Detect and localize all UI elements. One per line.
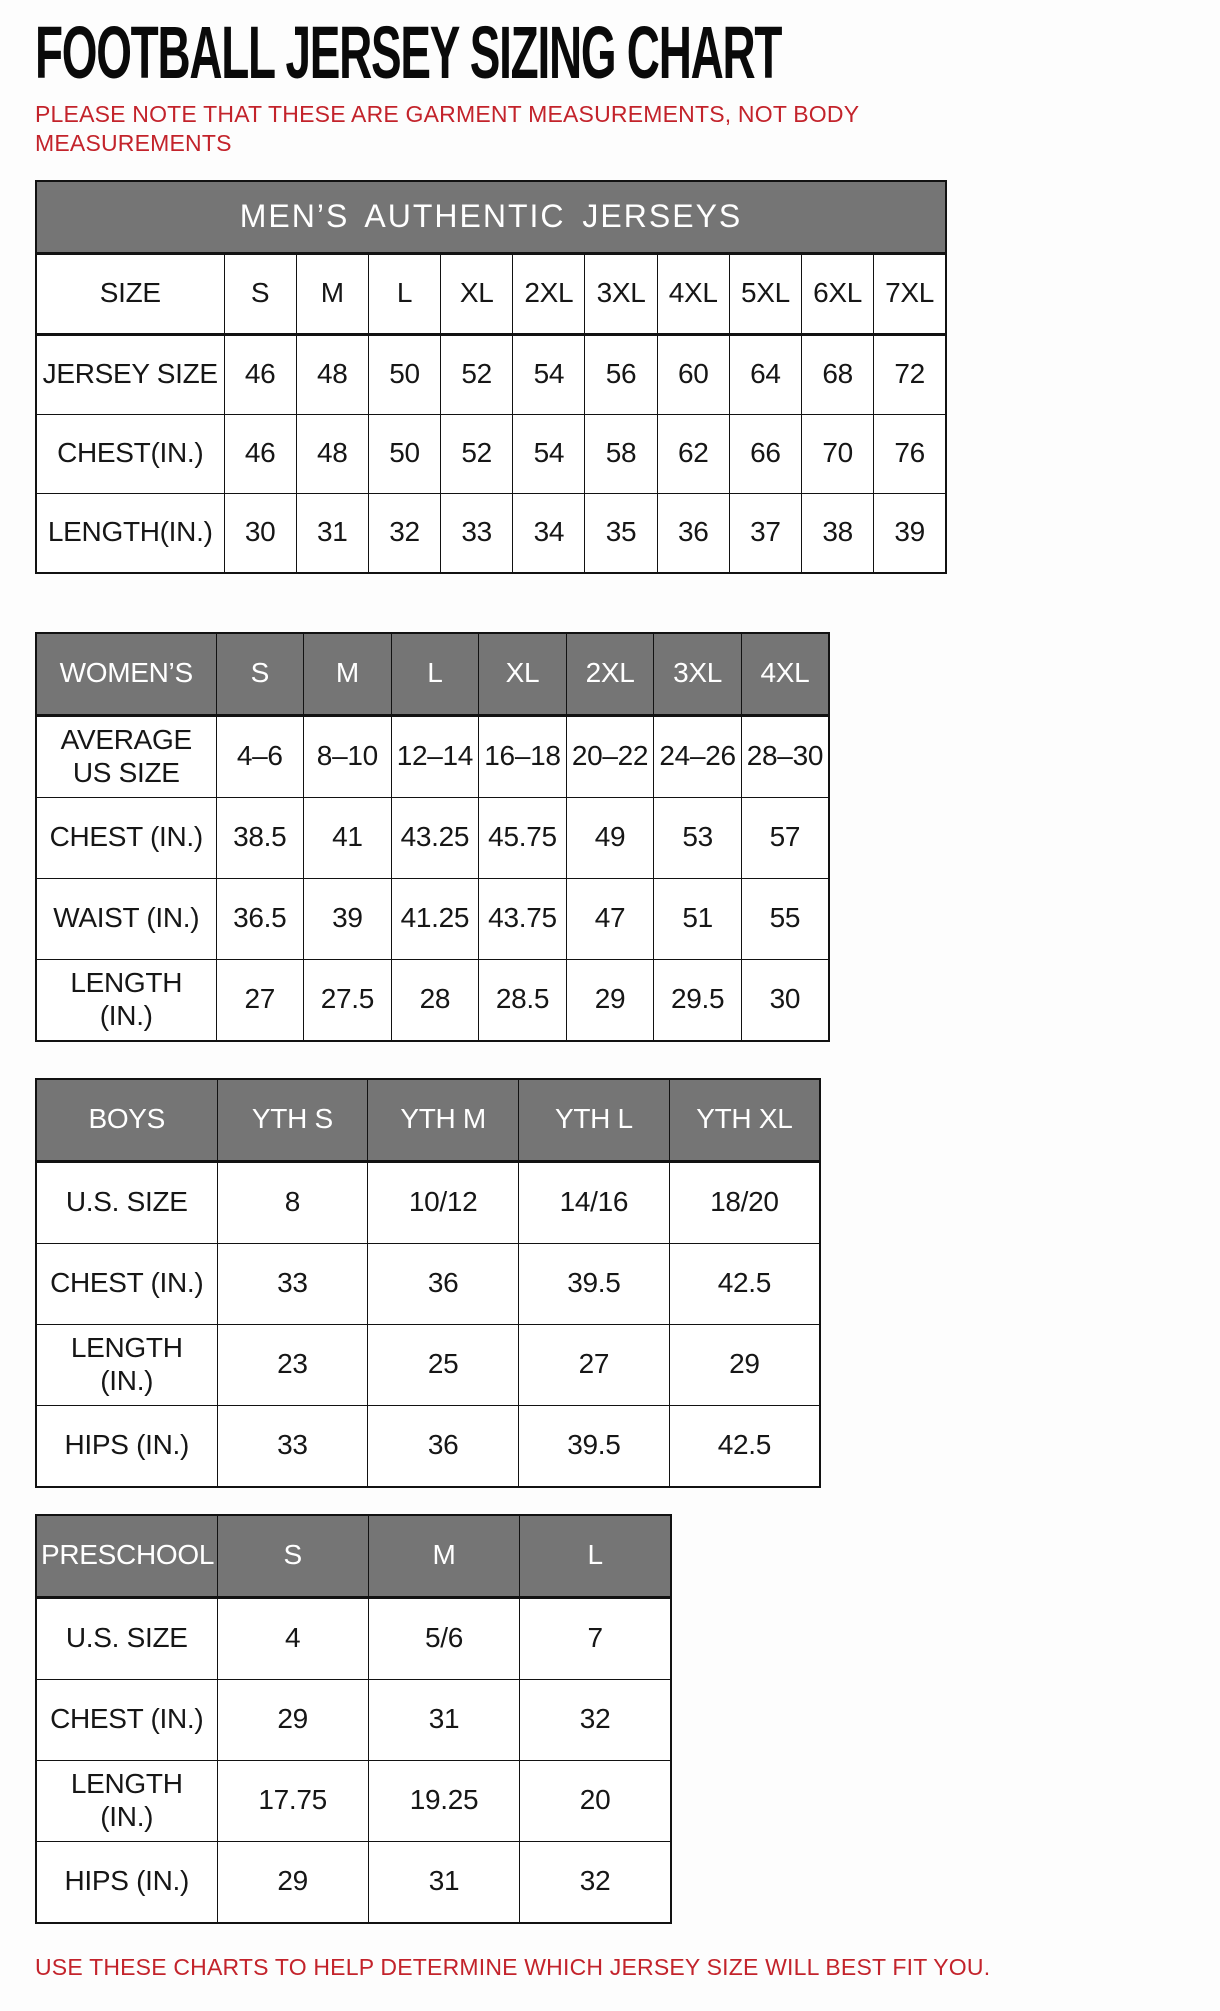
row-label-cell: HIPS (IN.) — [36, 1405, 217, 1487]
value-cell: 33 — [441, 493, 513, 573]
column-header-cell: L — [520, 1515, 671, 1598]
value-cell: 32 — [520, 1841, 671, 1923]
table-row — [36, 878, 829, 959]
value-cell: 23 — [217, 1324, 368, 1405]
column-header-cell: S — [216, 633, 304, 716]
value-cell: 51 — [654, 878, 742, 959]
column-header-cell: 2XL — [513, 253, 585, 334]
value-cell: 7 — [520, 1597, 671, 1679]
column-header-cell: YTH XL — [669, 1079, 820, 1162]
value-cell: 29.5 — [654, 959, 742, 1041]
row-label-cell: CHEST (IN.) — [36, 797, 216, 878]
column-header-cell: 3XL — [585, 253, 657, 334]
value-cell: 62 — [657, 414, 729, 493]
table-row — [36, 1841, 671, 1923]
value-cell: 12–14 — [391, 715, 479, 797]
value-cell: 54 — [513, 334, 585, 414]
value-cell: 14/16 — [519, 1161, 670, 1243]
table-row — [36, 1597, 671, 1679]
womens-table — [35, 632, 830, 1042]
preschool-table — [35, 1514, 672, 1924]
value-cell: 48 — [296, 414, 368, 493]
value-cell: 4–6 — [216, 715, 304, 797]
value-cell: 58 — [585, 414, 657, 493]
value-cell: 42.5 — [669, 1405, 820, 1487]
value-cell: 72 — [874, 334, 946, 414]
column-header-cell: YTH L — [519, 1079, 670, 1162]
column-header-cell: XL — [441, 253, 513, 334]
value-cell: 27 — [216, 959, 304, 1041]
value-cell: 64 — [729, 334, 801, 414]
note-line-1: PLEASE NOTE THAT THESE ARE GARMENT MEASUREMENTS, NOT BODY — [35, 101, 860, 127]
table-corner-label: SIZE — [36, 253, 224, 334]
value-cell: 70 — [802, 414, 874, 493]
value-cell: 28 — [391, 959, 479, 1041]
row-label-cell: LENGTH (IN.) — [36, 1324, 217, 1405]
value-cell: 36 — [368, 1405, 519, 1487]
value-cell: 5/6 — [368, 1597, 519, 1679]
value-cell: 52 — [441, 414, 513, 493]
column-header-cell: L — [391, 633, 479, 716]
value-cell: 31 — [368, 1679, 519, 1760]
value-cell: 49 — [566, 797, 654, 878]
size-charts — [35, 180, 1190, 1924]
value-cell: 46 — [224, 334, 296, 414]
table-corner-label: PRESCHOOL — [36, 1515, 217, 1598]
column-header-cell: XL — [479, 633, 567, 716]
value-cell: 68 — [802, 334, 874, 414]
value-cell: 45.75 — [479, 797, 567, 878]
column-header-cell: 4XL — [657, 253, 729, 334]
value-cell: 34 — [513, 493, 585, 573]
table-corner-label: BOYS — [36, 1079, 217, 1162]
value-cell: 16–18 — [479, 715, 567, 797]
row-label-cell: U.S. SIZE — [36, 1597, 217, 1679]
value-cell: 20–22 — [566, 715, 654, 797]
row-label-cell: U.S. SIZE — [36, 1161, 217, 1243]
value-cell: 37 — [729, 493, 801, 573]
value-cell: 76 — [874, 414, 946, 493]
row-label-cell: JERSEY SIZE — [36, 334, 224, 414]
table-row — [36, 1679, 671, 1760]
column-header-cell: 4XL — [741, 633, 829, 716]
value-cell: 27 — [519, 1324, 670, 1405]
column-header-cell: M — [368, 1515, 519, 1598]
row-label-cell: CHEST (IN.) — [36, 1679, 217, 1760]
note-line-2: MEASUREMENTS — [35, 129, 232, 156]
value-cell: 38 — [802, 493, 874, 573]
value-cell: 35 — [585, 493, 657, 573]
value-cell: 30 — [741, 959, 829, 1041]
value-cell: 29 — [217, 1841, 368, 1923]
value-cell: 31 — [368, 1841, 519, 1923]
row-label-cell: WAIST (IN.) — [36, 878, 216, 959]
table-corner-label: WOMEN’S — [36, 633, 216, 716]
row-label-cell: HIPS (IN.) — [36, 1841, 217, 1923]
value-cell: 28–30 — [741, 715, 829, 797]
value-cell: 60 — [657, 334, 729, 414]
page-title: FOOTBALL JERSEY SIZING CHART — [35, 11, 782, 94]
row-label-cell: CHEST(IN.) — [36, 414, 224, 493]
mens-authentic-jerseys-table — [35, 180, 947, 574]
table-row — [36, 1161, 820, 1243]
value-cell: 43.75 — [479, 878, 567, 959]
row-label-cell: LENGTH(IN.) — [36, 493, 224, 573]
table-row — [36, 493, 946, 573]
value-cell: 32 — [520, 1679, 671, 1760]
table-banner: MEN’S AUTHENTIC JERSEYS — [36, 181, 946, 254]
row-label-cell: LENGTH (IN.) — [36, 1760, 217, 1841]
value-cell: 29 — [669, 1324, 820, 1405]
value-cell: 32 — [368, 493, 440, 573]
value-cell: 33 — [217, 1243, 368, 1324]
column-header-cell: M — [296, 253, 368, 334]
value-cell: 48 — [296, 334, 368, 414]
column-header-cell: S — [217, 1515, 368, 1598]
value-cell: 47 — [566, 878, 654, 959]
value-cell: 50 — [368, 414, 440, 493]
column-header-cell: 2XL — [566, 633, 654, 716]
row-label-cell: AVERAGE US SIZE — [36, 715, 216, 797]
table-row — [36, 1243, 820, 1324]
table-row — [36, 715, 829, 797]
value-cell: 8 — [217, 1161, 368, 1243]
value-cell: 54 — [513, 414, 585, 493]
value-cell: 39.5 — [519, 1243, 670, 1324]
value-cell: 30 — [224, 493, 296, 573]
column-header-cell: M — [304, 633, 392, 716]
value-cell: 55 — [741, 878, 829, 959]
footer-note: USE THESE CHARTS TO HELP DETERMINE WHICH JERSEY SIZE WILL BEST FIT YOU. — [35, 1953, 991, 1980]
boys-table — [35, 1078, 821, 1488]
value-cell: 39 — [874, 493, 946, 573]
value-cell: 39.5 — [519, 1405, 670, 1487]
column-header-cell: YTH S — [217, 1079, 368, 1162]
value-cell: 52 — [441, 334, 513, 414]
table-row — [36, 1760, 671, 1841]
table-row — [36, 797, 829, 878]
value-cell: 28.5 — [479, 959, 567, 1041]
value-cell: 29 — [566, 959, 654, 1041]
value-cell: 4 — [217, 1597, 368, 1679]
garment-measurements-note — [35, 100, 1190, 158]
value-cell: 27.5 — [304, 959, 392, 1041]
table-row — [36, 414, 946, 493]
value-cell: 33 — [217, 1405, 368, 1487]
value-cell: 43.25 — [391, 797, 479, 878]
column-header-cell: 3XL — [654, 633, 742, 716]
value-cell: 18/20 — [669, 1161, 820, 1243]
value-cell: 66 — [729, 414, 801, 493]
value-cell: 36 — [368, 1243, 519, 1324]
value-cell: 8–10 — [304, 715, 392, 797]
value-cell: 41 — [304, 797, 392, 878]
value-cell: 10/12 — [368, 1161, 519, 1243]
value-cell: 50 — [368, 334, 440, 414]
value-cell: 19.25 — [368, 1760, 519, 1841]
value-cell: 46 — [224, 414, 296, 493]
value-cell: 39 — [304, 878, 392, 959]
table-row — [36, 1324, 820, 1405]
column-header-cell: 5XL — [729, 253, 801, 334]
row-label-cell: CHEST (IN.) — [36, 1243, 217, 1324]
value-cell: 29 — [217, 1679, 368, 1760]
column-header-cell: 7XL — [874, 253, 946, 334]
value-cell: 57 — [741, 797, 829, 878]
column-header-cell: 6XL — [802, 253, 874, 334]
value-cell: 53 — [654, 797, 742, 878]
value-cell: 24–26 — [654, 715, 742, 797]
value-cell: 38.5 — [216, 797, 304, 878]
table-row — [36, 959, 829, 1041]
value-cell: 17.75 — [217, 1760, 368, 1841]
column-header-cell: YTH M — [368, 1079, 519, 1162]
value-cell: 36.5 — [216, 878, 304, 959]
value-cell: 42.5 — [669, 1243, 820, 1324]
value-cell: 41.25 — [391, 878, 479, 959]
value-cell: 25 — [368, 1324, 519, 1405]
column-header-cell: L — [368, 253, 440, 334]
table-row — [36, 334, 946, 414]
value-cell: 20 — [520, 1760, 671, 1841]
column-header-cell: S — [224, 253, 296, 334]
table-row — [36, 1405, 820, 1487]
value-cell: 31 — [296, 493, 368, 573]
value-cell: 56 — [585, 334, 657, 414]
row-label-cell: LENGTH (IN.) — [36, 959, 216, 1041]
value-cell: 36 — [657, 493, 729, 573]
